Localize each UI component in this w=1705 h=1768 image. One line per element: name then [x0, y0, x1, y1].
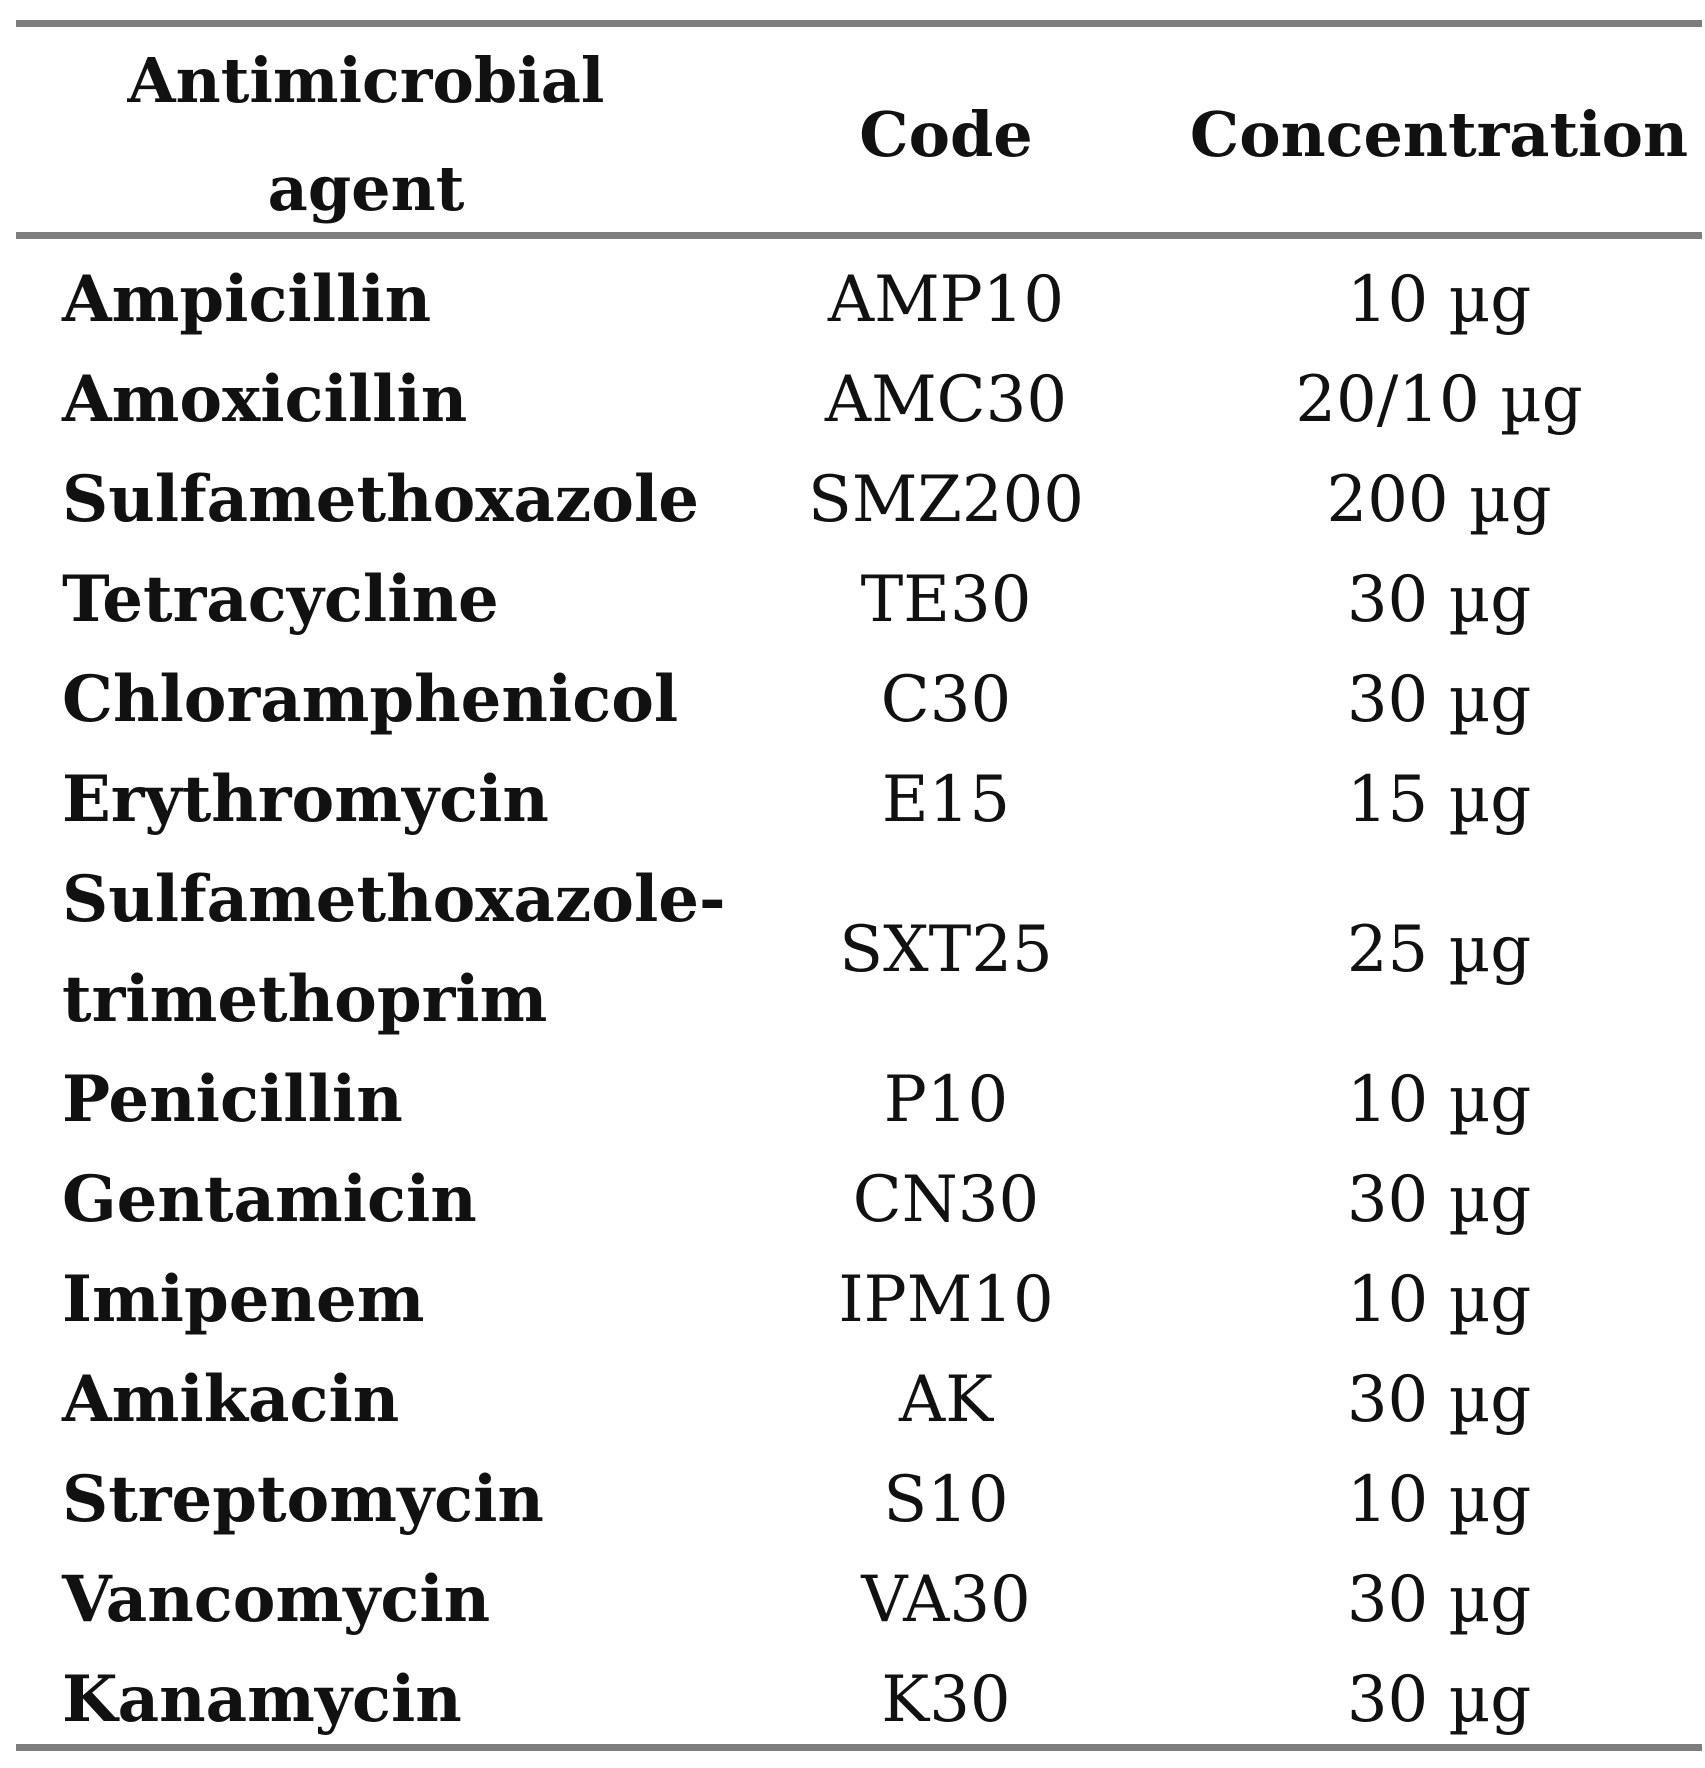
- header-spacer: [16, 243, 1702, 250]
- agent-cell: Kanamycin: [62, 1662, 462, 1737]
- agent-cell: Imipenem: [62, 1262, 425, 1337]
- table-top-rule: [16, 20, 1702, 27]
- header-agent-line1: Antimicrobial: [127, 44, 605, 117]
- antimicrobial-table: [16, 27, 1702, 1750]
- table-row: [16, 650, 1702, 750]
- code-cell: AMP10: [827, 263, 1065, 337]
- code-cell: SXT25: [839, 913, 1053, 987]
- header-antimicrobial-agent: [16, 27, 716, 243]
- agent-cell: Tetracycline: [62, 562, 499, 637]
- code-cell: CN30: [852, 1163, 1040, 1237]
- agent-cell: Streptomycin: [62, 1462, 544, 1537]
- concentration-cell: 20/10 µg: [1295, 363, 1583, 437]
- concentration-cell: 15 µg: [1346, 763, 1532, 837]
- table-row: [16, 1550, 1702, 1650]
- agent-line1: Sulfamethoxazole-: [62, 862, 726, 937]
- concentration-cell: 200 µg: [1326, 463, 1552, 537]
- code-cell: K30: [881, 1663, 1011, 1737]
- table-row: [16, 550, 1702, 650]
- code-cell: C30: [880, 663, 1012, 737]
- agent-cell: Vancomycin: [62, 1562, 491, 1637]
- table-row: [16, 350, 1702, 450]
- concentration-cell: 30 µg: [1346, 563, 1532, 637]
- agent-cell: Penicillin: [62, 1062, 403, 1137]
- agent-cell: Ampicillin: [62, 262, 432, 337]
- concentration-cell: 30 µg: [1346, 663, 1532, 737]
- agent-cell: Amikacin: [62, 1362, 400, 1437]
- concentration-cell: 30 µg: [1346, 1363, 1532, 1437]
- table-row: [16, 1650, 1702, 1750]
- code-cell: VA30: [861, 1563, 1031, 1637]
- table-row: [16, 250, 1702, 350]
- table-row: [16, 1350, 1702, 1450]
- agent-line2: trimethoprim: [62, 962, 548, 1037]
- code-cell: AMC30: [824, 363, 1068, 437]
- table-row: [16, 1450, 1702, 1550]
- code-cell: E15: [881, 763, 1011, 837]
- concentration-cell: 10 µg: [1346, 1463, 1532, 1537]
- agent-cell: Chloramphenicol: [62, 662, 679, 737]
- header-code: Code: [859, 98, 1033, 171]
- concentration-cell: 30 µg: [1346, 1163, 1532, 1237]
- table-row: [16, 1250, 1702, 1350]
- agent-cell: Amoxicillin: [62, 362, 468, 437]
- concentration-cell: 30 µg: [1346, 1663, 1532, 1737]
- table-row: [16, 750, 1702, 850]
- agent-cell: Erythromycin: [62, 762, 549, 837]
- agent-cell: Gentamicin: [62, 1162, 477, 1237]
- header-concentration: Concentration: [1189, 98, 1689, 171]
- table-body: [16, 250, 1702, 1750]
- code-cell: IPM10: [838, 1263, 1054, 1337]
- table-row: [16, 1050, 1702, 1150]
- table-row: [16, 850, 1702, 1050]
- agent-cell: Sulfamethoxazole: [62, 462, 699, 537]
- agent-cell: [16, 850, 726, 1050]
- concentration-cell: 10 µg: [1346, 1263, 1532, 1337]
- table-row: [16, 1150, 1702, 1250]
- code-cell: TE30: [860, 563, 1032, 637]
- concentration-cell: 10 µg: [1346, 263, 1532, 337]
- header-agent-line2: agent: [267, 152, 465, 225]
- code-cell: AK: [898, 1363, 994, 1437]
- concentration-cell: 25 µg: [1346, 913, 1532, 987]
- concentration-cell: 30 µg: [1346, 1563, 1532, 1637]
- code-cell: SMZ200: [808, 463, 1084, 537]
- concentration-cell: 10 µg: [1346, 1063, 1532, 1137]
- table-header: [16, 27, 1702, 250]
- code-cell: P10: [883, 1063, 1009, 1137]
- code-cell: S10: [883, 1463, 1009, 1537]
- table-row: [16, 450, 1702, 550]
